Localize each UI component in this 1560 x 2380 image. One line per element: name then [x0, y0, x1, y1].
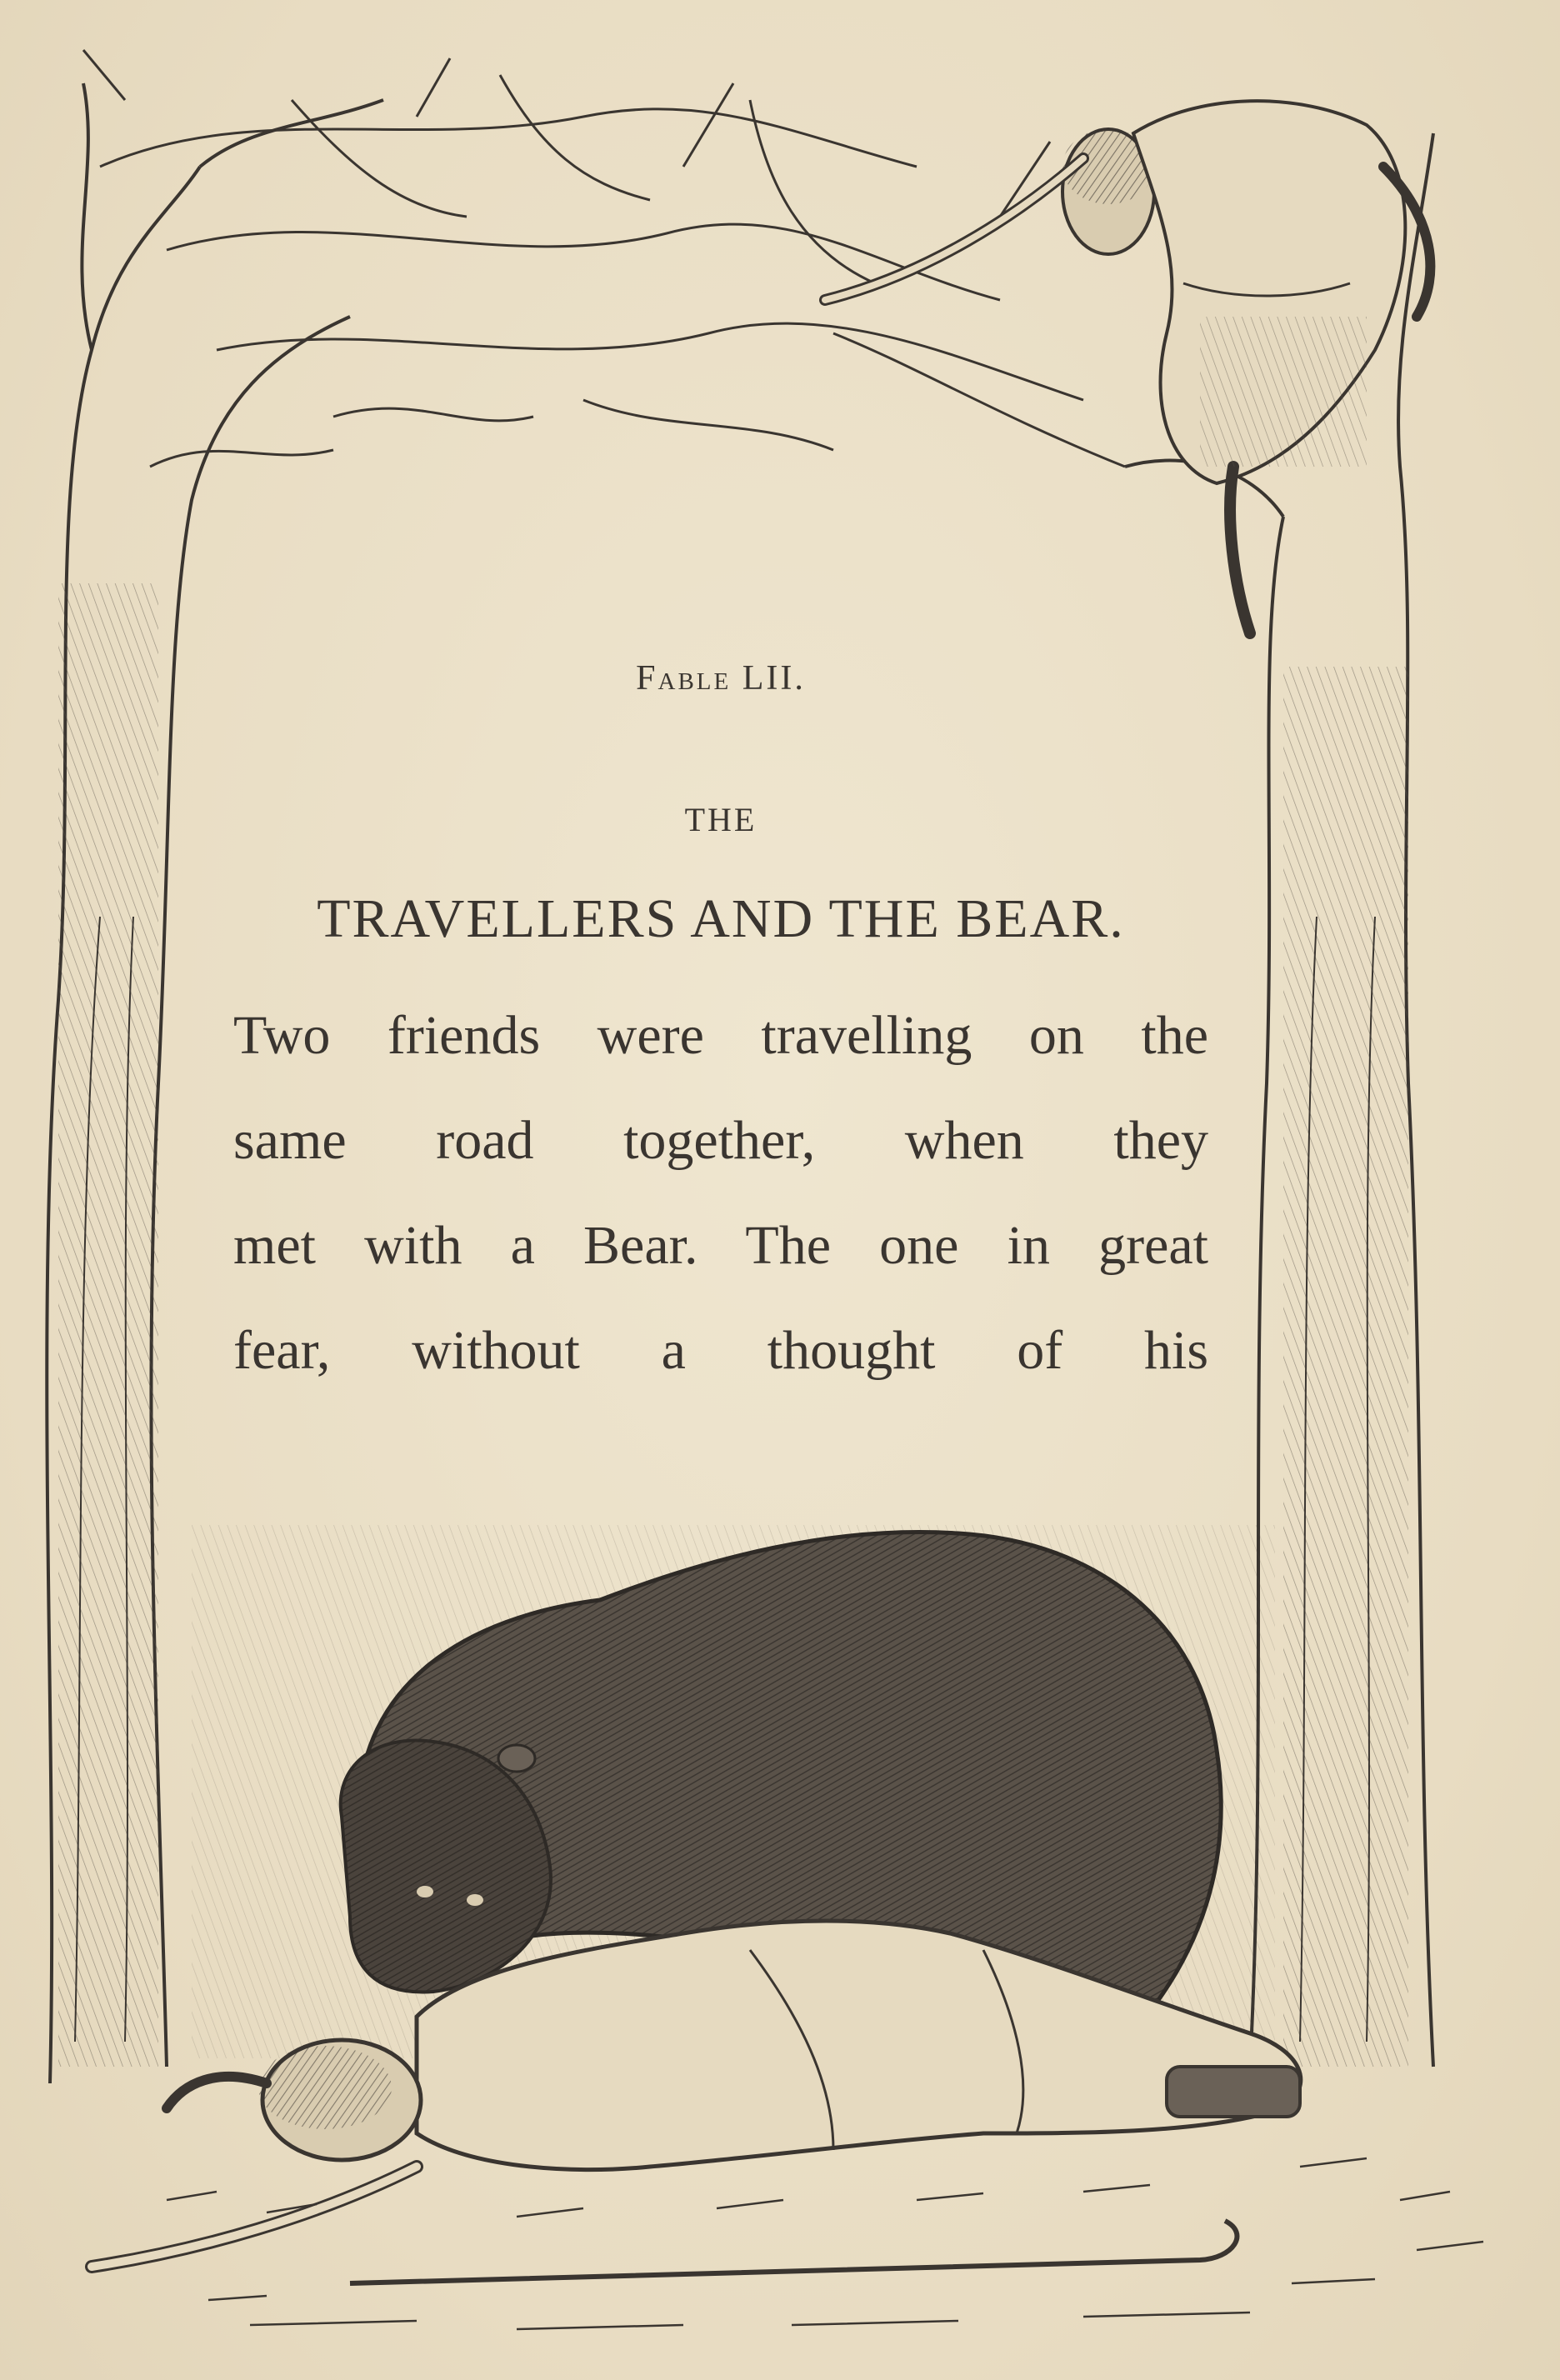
fable-title: TRAVELLERS AND THE BEAR. [317, 888, 1125, 949]
climbing-man [825, 101, 1430, 633]
walking-stick [350, 2221, 1237, 2283]
body-line: Two friends were travelling on the [233, 1005, 1208, 1066]
top-branches [83, 50, 1125, 467]
fable-body [233, 983, 1208, 1403]
body-line: met with a Bear. The one in great [233, 1215, 1208, 1276]
boot [1167, 2067, 1300, 2117]
left-tree-shading [58, 583, 158, 2067]
title-prefix: THE [684, 801, 758, 838]
fable-number: Fable LII. [636, 659, 806, 698]
body-line: same road together, when they [233, 1110, 1208, 1171]
body-line: fear, without a thought of his [233, 1320, 1208, 1381]
right-tree-shading [1283, 667, 1408, 2067]
